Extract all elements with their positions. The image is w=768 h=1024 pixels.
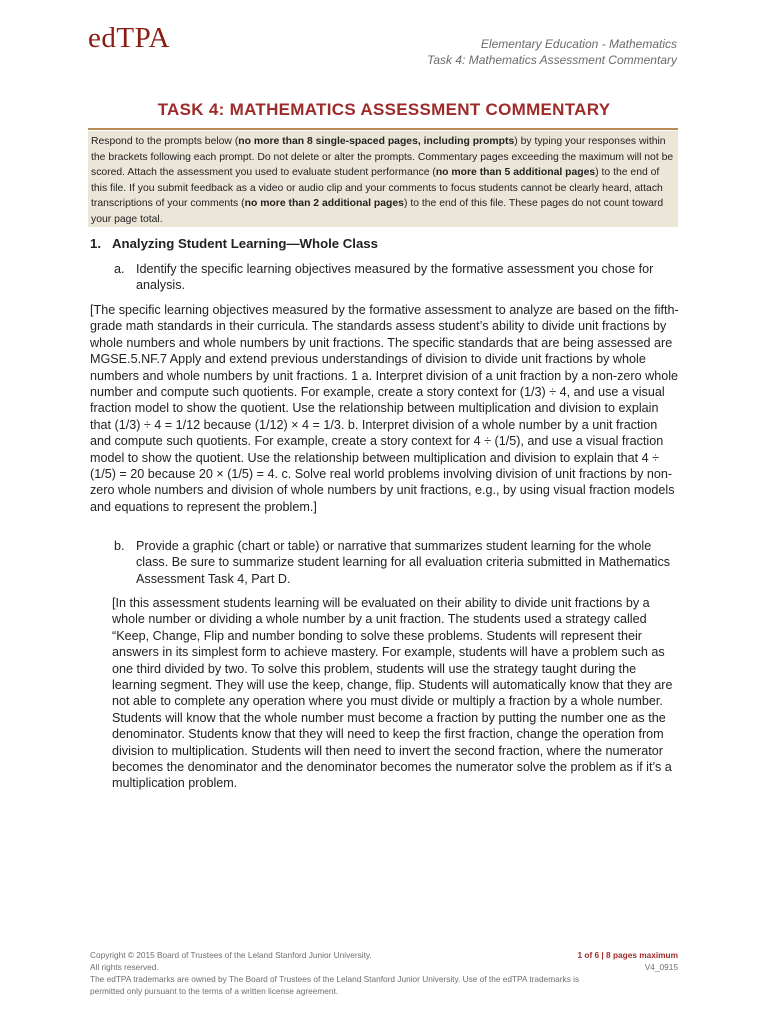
prompt-a-letter: a. — [114, 262, 125, 276]
instructions-text-1: Respond to the prompts below ( — [91, 136, 239, 147]
footer-trademark-1: The edTPA trademarks are owned by The Board of Trustees of the Leland Stanford Junior University. Use of the edTPA trademarks is — [90, 974, 580, 984]
footer-right — [577, 949, 678, 973]
instructions-emphasis-2: no more than 5 additional pages — [435, 167, 596, 178]
footer-trademark-2: permitted only pursuant to the terms of a written license agreement. — [90, 986, 339, 996]
instructions-text-4: ) to the end of this file. These pages do not count toward your page total. — [91, 198, 664, 225]
response-b: [In this assessment students learning will be evaluated on their ability to divide unit fractions by a whole number or dividing a whole number by a unit fraction. The students used a strategy called “Keep, Change, Flip and number bonding to solve these problems. Students will represent their answers in its simplest form to achieve mastery. For example, students will have a problem such as one third divided by two. To solve this problem, students will use the strategy taught during the learning segment. They will use the keep, change, flip. Students will automatically know that they are not able to complete any operation where you must divide or multiply a fraction by a whole number. Students will know that the whole number must become a fraction by putting the number one as the denominator. Students know that they will need to keep the first fraction, change the operation from division to multiplication. Students will then need to invert the second fraction, where the numerator becomes the denominator and the denominator becomes the numerator solve the problem as if it’s a multiplication problem. — [112, 596, 673, 791]
section-number: 1. — [90, 236, 101, 251]
header-subtitle-2: Task 4: Mathematics Assessment Commentary — [427, 53, 677, 67]
document-header — [427, 36, 677, 68]
footer-copyright: Copyright © 2015 Board of Trustees of the Leland Stanford Junior University. — [90, 950, 372, 960]
version-label: V4_0915 — [644, 962, 678, 972]
edtpa-logo: edTPA — [88, 22, 170, 54]
instructions-box — [88, 131, 678, 227]
prompt-a — [114, 261, 674, 294]
title-divider — [88, 128, 678, 130]
page-title: TASK 4: MATHEMATICS ASSESSMENT COMMENTARY — [157, 100, 611, 119]
prompt-b-text: Provide a graphic (chart or table) or narrative that summarizes student learning for the whole class. Be sure to summarize student learning for all evaluation criteria submitted in Mathematics Assessment Task 4, Part D. — [136, 539, 671, 586]
page-number: 1 of 6 | 8 pages maximum — [577, 950, 678, 960]
instructions-emphasis-1: no more than 8 single-spaced pages, including prompts — [238, 136, 515, 147]
instructions-text-2: ) by typing your responses within the brackets following each prompt. Do not delete or alter the prompts. Commentary pages exceeding the maximum will not be scored. Attach the assessment you used to evaluate student performance ( — [91, 136, 674, 178]
prompt-a-text: Identify the specific learning objectives measured by the formative assessment you chose for analysis. — [136, 262, 654, 293]
instructions-text-3: ) to the end of this file. If you submit feedback as a video or audio clip and your comments to focus students cannot be clearly heard, attach transcriptions of your comments ( — [91, 167, 663, 209]
response-a: [The specific learning objectives measured by the formative assessment to analyze are based on the fifth-grade math standards in their curricula. The standards assess student’s ability to divide unit fractions by whole numbers and whole numbers by unit fractions. The specific standards that are being assessed are MGSE.5.NF.7 Apply and extend previous understandings of division to divide unit fractions by whole numbers and whole numbers by unit fractions. 1 a. Interpret division of a unit fraction by a non-zero whole number and compute such quotients. For example, create a story context for (1/3) ÷ 4, and use a visual fraction model to show the quotient. Use the relationship between multiplication and division to explain that (1/3) ÷ 4 = 1/12 because (1/12) × 4 = 1/3. b. Interpret division of a whole number by a unit fraction and compute such quotients. For example, create a story context for 4 ÷ (1/5), and use a visual fraction model to show the quotient. Use the relationship between multiplication and division to explain that 4 ÷ (1/5) = 20 because 20 × (1/5) = 4. c. Solve real world problems involving division of unit fractions by non-zero whole numbers and division of whole numbers by unit fractions, e.g., by using visual fraction models and equations to represent the problem.] — [90, 303, 679, 514]
section-heading — [90, 236, 378, 251]
instructions-emphasis-3: no more than 2 additional pages — [244, 198, 404, 209]
header-subtitle-1: Elementary Education - Mathematics — [480, 37, 677, 51]
prompt-b — [114, 538, 674, 587]
prompt-b-letter: b. — [114, 539, 125, 553]
footer-left — [90, 949, 579, 997]
section-title: Analyzing Student Learning—Whole Class — [112, 236, 378, 251]
footer-rights: All rights reserved. — [90, 962, 159, 972]
